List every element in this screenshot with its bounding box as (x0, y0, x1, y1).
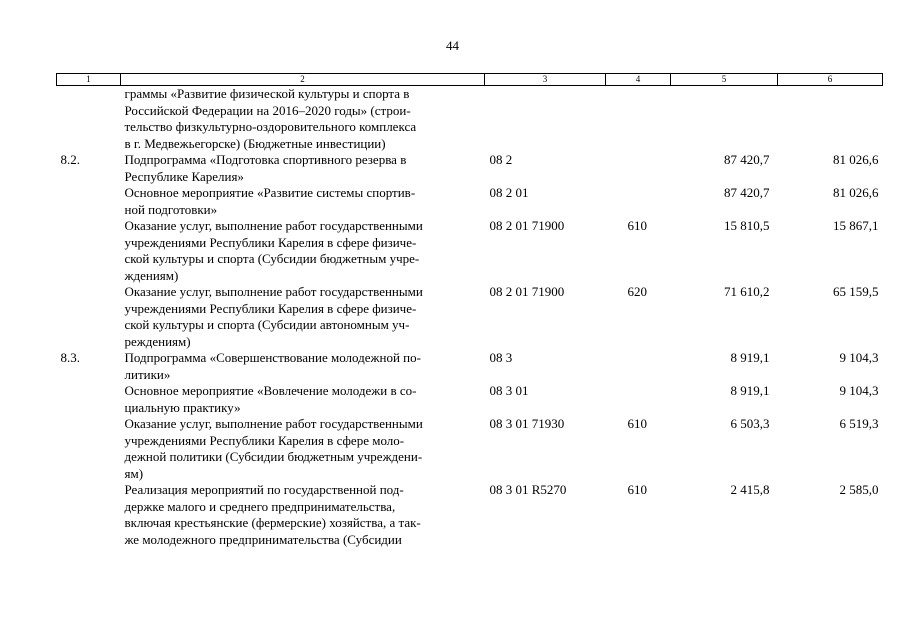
row-expense-type (606, 86, 671, 153)
row-expense-type: 610 (627, 218, 647, 233)
column-header: 5 (671, 74, 778, 86)
table-row (57, 86, 883, 153)
row-expense-type: 610 (627, 416, 647, 431)
row-sum-2: 65 159,5 (833, 284, 879, 299)
row-code: 08 2 01 (489, 185, 529, 200)
row-sum-2: 81 026,6 (833, 185, 879, 200)
row-name: Основное мероприятие «Развитие системы спортив- ной подготовки» (124, 185, 416, 217)
row-expense-type: 610 (627, 482, 647, 497)
row-number (57, 218, 121, 284)
column-header: 6 (778, 74, 883, 86)
row-sum-2: 6 519,3 (839, 416, 879, 431)
row-sum-1: 2 415,8 (730, 482, 770, 497)
row-code: 08 3 01 R5270 (489, 482, 567, 497)
row-sum-1: 15 810,5 (724, 218, 770, 233)
row-expense-type (606, 185, 671, 218)
row-code: 08 2 01 71900 (489, 284, 565, 299)
row-sum-2: 9 104,3 (839, 350, 879, 365)
row-name: Основное мероприятие «Вовлечение молодежи в со- циальную практику» (124, 383, 417, 415)
row-name: Оказание услуг, выполнение работ государственными учреждениями Республики Карелия в сфере физиче- ской культуры и спорта (Субсидии автономным уч- реждениям) (124, 284, 423, 349)
row-sum-2: 2 585,0 (839, 482, 879, 497)
row-sum-2: 9 104,3 (839, 383, 879, 398)
row-number: 8.3. (60, 350, 80, 365)
row-sum-1: 87 420,7 (724, 185, 770, 200)
row-code (485, 86, 606, 153)
row-expense-type (606, 383, 671, 416)
row-code: 08 3 01 71930 (489, 416, 565, 431)
row-sum-1: 8 919,1 (730, 350, 770, 365)
row-number (57, 284, 121, 350)
row-sum-1: 8 919,1 (730, 383, 770, 398)
row-name: Оказание услуг, выполнение работ государственными учреждениями Республики Карелия в сфере физиче- ской культуры и спорта (Субсидии бюджетным учре- ждениям) (124, 218, 423, 283)
row-name: Подпрограмма «Подготовка спортивного резерва в Республике Карелия» (124, 152, 407, 184)
column-header: 1 (57, 74, 121, 86)
table-row (57, 284, 883, 350)
row-code: 08 3 01 (489, 383, 529, 398)
row-sum-1 (671, 86, 778, 153)
row-expense-type (606, 152, 671, 185)
row-sum-2 (778, 86, 883, 153)
header-row (57, 74, 883, 86)
table-row (57, 152, 883, 185)
row-code: 08 3 (489, 350, 513, 365)
row-number (57, 383, 121, 416)
column-header: 4 (606, 74, 671, 86)
table-row (57, 416, 883, 482)
table-row (57, 185, 883, 218)
row-sum-1: 71 610,2 (724, 284, 770, 299)
row-sum-1: 6 503,3 (730, 416, 770, 431)
row-number (57, 416, 121, 482)
row-name: Оказание услуг, выполнение работ государственными учреждениями Республики Карелия в сфере моло- дежной политики (Субсидии бюджетным учреждени- ям) (124, 416, 423, 481)
row-name: граммы «Развитие физической культуры и спорта в Российской Федерации на 2016–2020 годы» (строи- тельство физкультурно-оздоровительного комплекса в г. Медвежьегорске) (Бюджетные инвестиции) (124, 86, 417, 151)
column-header: 3 (485, 74, 606, 86)
table-row (57, 482, 883, 548)
row-name: Подпрограмма «Совершенствование молодежной по- литики» (124, 350, 421, 382)
table-row (57, 218, 883, 284)
row-expense-type (606, 350, 671, 383)
budget-table (56, 73, 883, 548)
row-code: 08 2 01 71900 (489, 218, 565, 233)
row-code: 08 2 (489, 152, 513, 167)
row-number (57, 86, 121, 153)
row-number (57, 482, 121, 548)
page-number: 44 (446, 38, 459, 53)
table-row (57, 350, 883, 383)
row-sum-2: 15 867,1 (833, 218, 879, 233)
table-row (57, 383, 883, 416)
column-header: 2 (121, 74, 485, 86)
row-number (57, 185, 121, 218)
row-sum-1: 87 420,7 (724, 152, 770, 167)
row-sum-2: 81 026,6 (833, 152, 879, 167)
row-expense-type: 620 (627, 284, 647, 299)
row-name: Реализация мероприятий по государственной под- держке малого и среднего предпринимательства, включая крестьянские (фермерские) хозяйства, а так- же молодежного предпринимательства (Субсидии (124, 482, 421, 547)
row-number: 8.2. (60, 152, 80, 167)
